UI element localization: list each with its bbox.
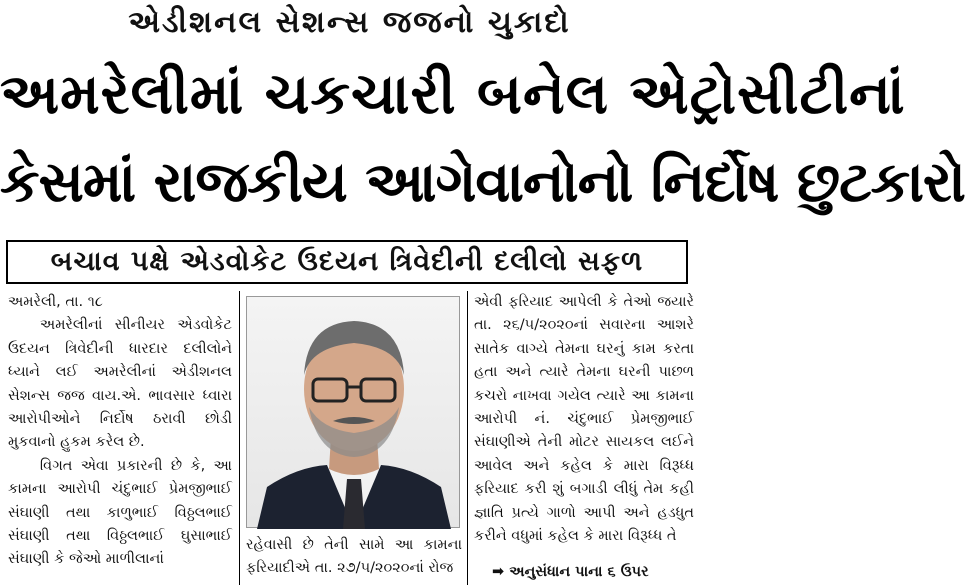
- right-column-text: એવી ફરિયાદ આપેલી કે તેઓ જયારે તા. ૨૬/૫/૨૦૨૦નાં સવારના આશરે સાતેક વાગ્યે તેમના ઘરનું કામ કરતા હતા અને ત્યારે તેમના ઘરની પાછળ કચરો નાખવા ગયેલ ત્યારે આ કામના આરોપી નં. ચંદુભાઈ પ્રેમજીભાઈ સંઘાણીએ તેની મોટર સાયકલ લઈને આવેલ અને કહેલ કે મારા વિરૂધ્ધ ફરિયાદ કરી શું બગાડી લીધું તેમ કહી જ્ઞાતિ પ્રત્યે ગાળો આપી અને હડધુત કરીને વધુમાં કહેલ કે મારા વિરૂધ્ધ તે: [474, 294, 694, 545]
- left-column: [8, 291, 232, 587]
- continued-on-page: [492, 561, 698, 583]
- middle-column-text: રહેવાસી છે તેની સામે આ કામના ફરિયાદીએ તા. ૨૭/૫/૨૦૨૦નાં રોજ: [246, 537, 462, 577]
- left-paragraph-1: અમરેલીનાં સીનીયર એડવોકેટ ઉદયન ત્રિવેદીની ધારદાર દલીલોને ધ્યાને લઈ અમરેલીનાં એડીશનલ સેશન્સ જજ વાય.એ. ભાવસાર ધ્વારા આરોપીઓને નિર્દોષ ઠરાવી છોડી મુકવાનો હુકમ કરેલ છે.: [8, 317, 232, 451]
- kicker: એડીશનલ સેશન્સ જજનો ચુકાદો: [128, 5, 571, 40]
- subheadline-box: બચાવ પક્ષે એડવોકેટ ઉદયન ત્રિવેદીની દલીલો સફળ: [6, 240, 688, 284]
- continued-label: અનુસંધાન પાના ૬ ઉપર: [509, 564, 649, 580]
- dateline: અમરેલી, તા. ૧૮: [8, 294, 103, 310]
- headline-line-1: અમરેલીમાં ચકચારી બનેલ એટ્રોસીટીનાં: [0, 62, 906, 127]
- divider-left: [239, 291, 240, 585]
- headline-line-2: કેસમાં રાજકીય આગેવાનોનો નિર્દોષ છુટકારો: [0, 150, 965, 215]
- continued-arrow-icon: ➡: [492, 564, 505, 580]
- photo: [246, 296, 460, 528]
- left-paragraph-2: વિગત એવા પ્રકારની છે કે, આ કામના આરોપી ચંદુભાઈ પ્રેમજીભાઈ સંઘાણી તથા કાળુભાઈ વિઠ્ઠલભાઈ સંઘાણી તથા વિઠ્ઠલભાઈ ઘુસાભાઈ સંઘાણી કે જેઓ માળીલાનાં: [8, 457, 232, 568]
- portrait-photo: [247, 297, 461, 529]
- divider-right: [467, 291, 468, 585]
